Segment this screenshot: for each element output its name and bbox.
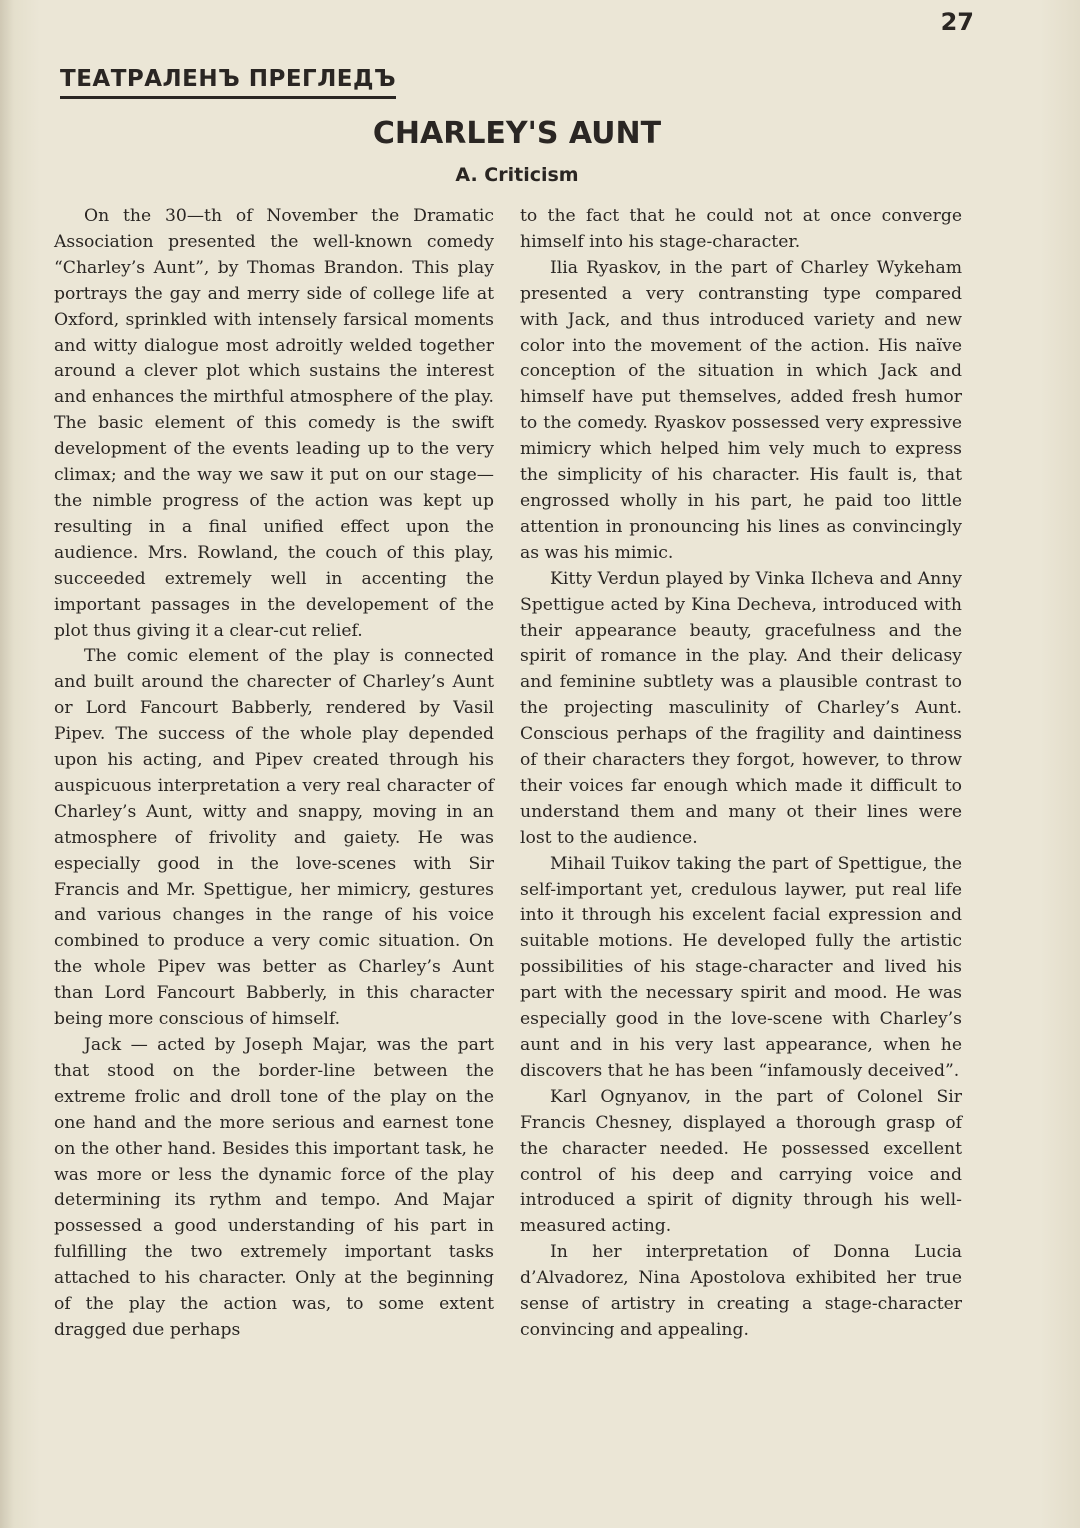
paragraph: Karl Ognyanov, in the part of Colonel Sir Francis Chesney, displayed a thorough grasp of the character needed. He possessed excellent control of his deep and carrying voice and introduced a spirit of dignity through his well-measured acting. xyxy=(520,1086,962,1237)
paragraph: Ilia Ryaskov, in the part of Charley Wykeham presented a very contransting type compared with Jack, and thus introduced variety and new color into the movement of the action. His naïve conception of the situation in which Jack and himself have put themselves, added fresh humor to the comedy. Ryaskov possessed very expressive mimicry which helped him vely much to express the simplicity of his character. His fault is, that engrossed wholly in his part, he paid too little attention in pronouncing his lines as convincingly as was his mimic. xyxy=(520,257,962,563)
section-header: ТЕАТРАЛЕНЪ ПРЕГЛЕДЪ xyxy=(60,66,396,99)
paragraph-continued: to the fact that he could not at once converge himself into his stage-character. xyxy=(520,206,962,252)
page-number: 27 xyxy=(940,8,974,36)
paragraph: The comic element of the play is connected and built around the charecter of Charley’s Aunt or Lord Fancourt Babberly, rendered by Vasil Pipev. The success of the whole play depended upon his acting, and Pipev created through his auspicuous interpretation a very real character of Charley’s Aunt, witty and snappy, moving in an atmosphere of frivolity and gaiety. He was especially good in the love-scenes with Sir Francis and Mr. Spettigue, her mimicry, gestures and various changes in the range of his voice combined to produce a very comic situation. On the whole Pipev was better as Charley’s Aunt than Lord Fancourt Babberly, in this character being more conscious of himself. xyxy=(54,646,494,1030)
left-column xyxy=(54,204,494,1344)
paragraph: In her interpretation of Donna Lucia d’Alvadorez, Nina Apostolova exhibited her true sense of artistry in creating a stage-character convincing and appealing. xyxy=(520,1242,962,1340)
paragraph: Kitty Verdun played by Vinka Ilcheva and Anny Spettigue acted by Kina Decheva, introduced with their appearance beauty, gracefulness and the spirit of romance in the play. And their delicasy and feminine subtlety was a plausible contrast to the projecting masculinity of Charley’s Aunt. Conscious perhaps of the fragility and daintiness of their characters they forgot, however, to throw their voices far enough which made it difficult to understand them and many ot their lines were lost to the audience. xyxy=(520,568,962,848)
paragraph: Jack — acted by Joseph Majar, was the part that stood on the border-line between the extreme frolic and droll tone of the play on the one hand and the more serious and earnest tone on the other hand. Besides this important task, he was more or less the dynamic force of the play determining its rythm and tempo. And Majar possessed a good understanding of his part in fulfilling the two extremely important tasks attached to his character. Only at the beginning of the play the action was, to some extent dragged due perhaps xyxy=(54,1035,494,1340)
article-subtitle: A. Criticism xyxy=(455,164,579,186)
article-title: CHARLEY'S AUNT xyxy=(372,116,662,151)
paragraph: Mihail Tuikov taking the part of Spettigue, the self-important yet, credulous laywer, put real life into it through his excelent facial expression and suitable motions. He developed fully the artistic possibilities of his stage-character and lived his part with the necessary spirit and mood. He was especially good in the love-scene with Charley’s aunt and in his very last appearance, when he discovers that he has been “infamously deceived”. xyxy=(520,853,962,1081)
right-column xyxy=(520,204,962,1344)
paragraph: On the 30—th of November the Dramatic Association presented the well-known comedy “Charley’s Aunt”, by Thomas Brandon. This play portrays the gay and merry side of college life at Oxford, sprinkled with intensely farsical moments and witty dialogue most adroitly welded together around a clever plot which sustains the interest and enhances the mirthful atmosphere of the play. The basic element of this comedy is the swift development of the events leading up to the very climax; and the way we saw it put on our stage—the nimble progress of the action was kept up resulting in a final unified effect upon the audience. Mrs. Rowland, the couch of this play, succeeded extremely well in accenting the important passages in the developement of the plot thus giving it a clear-cut relief. xyxy=(54,206,494,641)
